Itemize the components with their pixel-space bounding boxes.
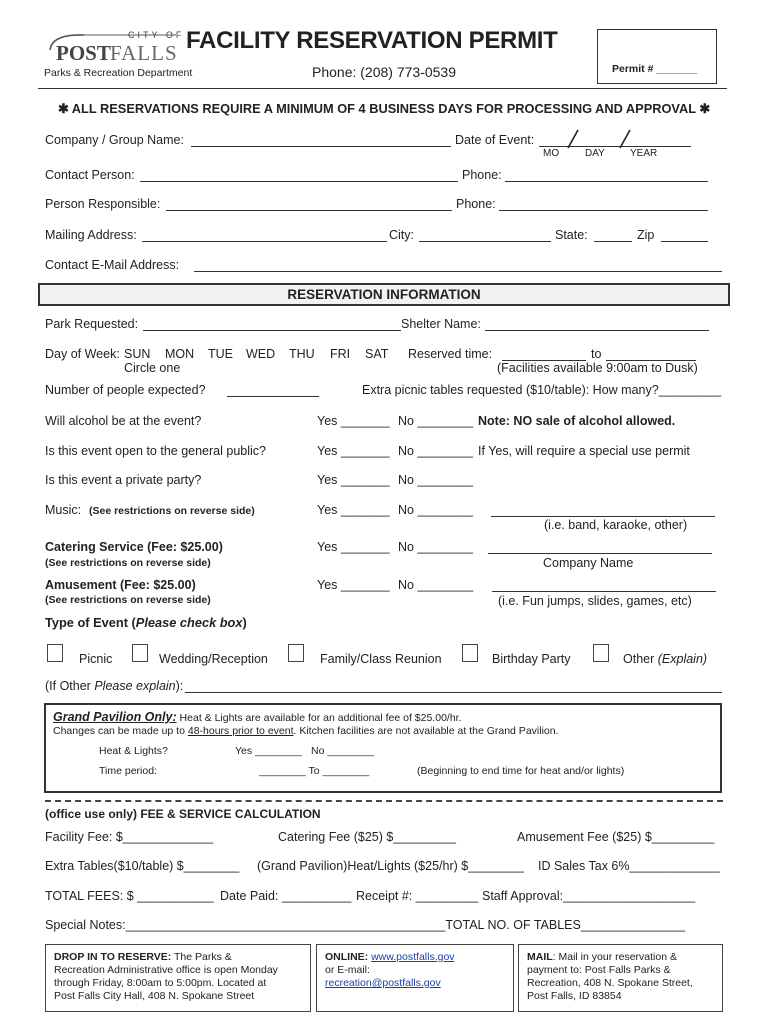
pavilion-heat-question: Heat & Lights? — [99, 745, 168, 757]
total-fees[interactable]: TOTAL FEES: $ ___________ — [45, 889, 214, 903]
date-mo: MO — [543, 148, 560, 159]
fee-section-title: (office use only) FEE & SERVICE CALCULATION — [45, 807, 321, 821]
date-slash-icon — [560, 128, 640, 150]
alcohol-no[interactable]: No ________ — [398, 414, 474, 428]
mail-line1 — [527, 951, 714, 964]
day-option-fri[interactable]: FRI — [330, 347, 351, 361]
logo-city-of: CITY OF — [128, 30, 185, 40]
catering-company-field[interactable] — [488, 553, 712, 554]
facilities-hours-note: (Facilities available 9:00am to Dusk) — [497, 361, 698, 375]
city-label: City: — [389, 228, 414, 242]
logo-post: POST — [56, 41, 111, 65]
logo-falls: FALLS — [110, 41, 178, 65]
staff-approval[interactable]: Staff Approval:___________________ — [482, 889, 696, 903]
amusement-fee[interactable]: Amusement Fee ($25) $_________ — [517, 830, 715, 844]
other-label — [623, 652, 707, 666]
catering-question: Catering Service (Fee: $25.00) — [45, 540, 223, 554]
mail-box — [518, 944, 723, 1012]
company-field[interactable] — [191, 146, 451, 147]
drop-in-box — [45, 944, 311, 1012]
heat-lights-fee[interactable]: (Grand Pavilion)Heat/Lights ($25/hr) $________ — [257, 859, 524, 873]
private-no[interactable]: No ________ — [398, 473, 474, 487]
extra-tables-fee[interactable]: Extra Tables($10/table) $________ — [45, 859, 240, 873]
circle-one-hint: Circle one — [124, 361, 181, 375]
pavilion-changes-b: . Kitchen facilities are not available at the Grand Pavilion. — [293, 725, 559, 737]
other-label-em: (Explain) — [657, 652, 708, 666]
public-question: Is this event open to the general public? — [45, 444, 266, 458]
pavilion-changes-a: Changes can be made up to — [53, 725, 188, 737]
online-or: or E-mail: — [325, 964, 370, 976]
amusement-restrictions: (See restrictions on reverse side) — [45, 594, 211, 606]
event-type-title-a: Type of Event ( — [45, 615, 136, 630]
private-question: Is this event a private party? — [45, 473, 202, 487]
drop-in-title: DROP IN TO RESERVE: — [54, 951, 172, 963]
permit-number-label: Permit # _______ — [612, 63, 698, 75]
reunion-checkbox[interactable] — [288, 644, 304, 662]
website-link[interactable]: www.postfalls.gov — [371, 951, 455, 963]
event-type-title-em: Please check box — [135, 615, 243, 630]
private-yes[interactable]: Yes _______ — [317, 473, 390, 487]
other-explain-em: Please explain — [94, 679, 176, 693]
mail-title: MAIL — [527, 951, 553, 963]
birthday-checkbox[interactable] — [462, 644, 478, 662]
park-field[interactable] — [143, 330, 401, 331]
alcohol-note: Note: NO sale of alcohol allowed. — [478, 414, 676, 428]
other-explain-a: (If Other — [45, 679, 95, 693]
mailing-address-field[interactable] — [142, 241, 387, 242]
email-field[interactable] — [194, 271, 722, 272]
online-box — [316, 944, 514, 1012]
fee-dashed-rule — [45, 800, 723, 802]
drop-in-line1 — [54, 951, 302, 964]
event-type-title-b: ) — [242, 615, 247, 630]
other-explain-b: ): — [175, 679, 184, 693]
drop-in-line4: Post Falls City Hall, 408 N. Spokane Street — [54, 990, 255, 1002]
catering-no[interactable]: No ________ — [398, 540, 474, 554]
catering-fee[interactable]: Catering Fee ($25) $_________ — [278, 830, 456, 844]
reunion-label: Family/Class Reunion — [320, 652, 442, 666]
amusement-yes[interactable]: Yes _______ — [317, 578, 390, 592]
drop-in-line3: through Friday, 8:00am to 5:00pm. Located at — [54, 977, 267, 989]
extra-tables-label[interactable]: Extra picnic tables requested ($10/table): How many?_________ — [362, 383, 722, 397]
alcohol-question: Will alcohol be at the event? — [45, 414, 202, 428]
amusement-hint: (i.e. Fun jumps, slides, games, etc) — [498, 594, 692, 608]
music-yes[interactable]: Yes _______ — [317, 503, 390, 517]
other-checkbox[interactable] — [593, 644, 609, 662]
date-day: DAY — [585, 148, 605, 159]
state-label: State: — [555, 228, 588, 242]
people-expected-label: Number of people expected? — [45, 383, 206, 397]
pavilion-title: Grand Pavilion Only: — [53, 710, 177, 724]
birthday-label: Birthday Party — [492, 652, 571, 666]
picnic-label: Picnic — [79, 652, 113, 666]
company-label: Company / Group Name: — [45, 133, 184, 147]
day-of-week-label: Day of Week: — [45, 347, 120, 361]
day-option-wed[interactable]: WED — [246, 347, 276, 361]
event-type-title — [45, 615, 247, 630]
mail-line4: Post Falls, ID 83854 — [527, 990, 622, 1002]
email-link[interactable]: recreation@postfalls.gov — [325, 977, 441, 989]
sales-tax-fee[interactable]: ID Sales Tax 6%_____________ — [538, 859, 720, 873]
department-name: Parks & Recreation Department — [44, 67, 193, 79]
city-logo — [44, 28, 185, 68]
day-option-tue[interactable]: TUE — [208, 347, 233, 361]
picnic-checkbox[interactable] — [47, 644, 63, 662]
pavilion-time-note: (Beginning to end time for heat and/or lights) — [417, 765, 625, 777]
responsible-phone-field[interactable] — [499, 210, 708, 211]
processing-notice: ✱ ALL RESERVATIONS REQUIRE A MINIMUM OF 4 BUSINESS DAYS FOR PROCESSING AND APPROVAL ✱ — [58, 101, 711, 116]
receipt-number[interactable]: Receipt #: _________ — [356, 889, 479, 903]
reserved-time-label: Reserved time: — [408, 347, 493, 361]
contact-person-field[interactable] — [140, 181, 458, 182]
form-title: FACILITY RESERVATION PERMIT — [186, 27, 558, 54]
day-option-thu[interactable]: THU — [289, 347, 315, 361]
mail-line2: payment to: Post Falls Parks & — [527, 964, 671, 976]
shelter-label: Shelter Name: — [401, 317, 481, 331]
other-label-text: Other — [623, 652, 658, 666]
zip-label: Zip — [637, 228, 655, 242]
date-paid[interactable]: Date Paid: __________ — [220, 889, 352, 903]
drop-in-line2: Recreation Administrative office is open Monday — [54, 964, 278, 976]
online-line1 — [325, 951, 505, 964]
alcohol-yes[interactable]: Yes _______ — [317, 414, 390, 428]
park-label: Park Requested: — [45, 317, 139, 331]
state-field[interactable] — [594, 241, 632, 242]
wedding-label: Wedding/Reception — [159, 652, 268, 666]
amusement-no[interactable]: No ________ — [398, 578, 474, 592]
public-yes[interactable]: Yes _______ — [317, 444, 390, 458]
pavilion-heat-note: Heat & Lights are available for an additional fee of $25.00/hr. — [176, 712, 462, 724]
amusement-question: Amusement (Fee: $25.00) — [45, 578, 196, 592]
catering-yes[interactable]: Yes _______ — [317, 540, 390, 554]
pavilion-time-label: Time period: — [99, 765, 157, 777]
music-no[interactable]: No ________ — [398, 503, 474, 517]
music-question: Music: — [45, 503, 82, 517]
person-responsible-label: Person Responsible: — [45, 197, 161, 211]
online-title: ONLINE: — [325, 951, 369, 963]
responsible-phone-label: Phone: — [456, 197, 496, 211]
amusement-type-field[interactable] — [492, 591, 716, 592]
permit-number-box[interactable] — [597, 29, 717, 84]
mailing-address-label: Mailing Address: — [45, 228, 137, 242]
day-option-sun[interactable]: SUN — [124, 347, 151, 361]
mail-line3: Recreation, 408 N. Spokane Street, — [527, 977, 693, 989]
day-option-sat[interactable]: SAT — [365, 347, 389, 361]
public-no[interactable]: No ________ — [398, 444, 474, 458]
other-explain-label — [45, 679, 183, 693]
music-restrictions: (See restrictions on reverse side) — [89, 505, 255, 517]
pavilion-changes-u: 48-hours prior to event — [187, 725, 294, 737]
day-option-mon[interactable]: MON — [165, 347, 195, 361]
person-responsible-field[interactable] — [166, 210, 452, 211]
header-phone: Phone: (208) 773-0539 — [312, 64, 456, 80]
reserved-time-to: to — [591, 347, 602, 361]
facility-fee[interactable]: Facility Fee: $_____________ — [45, 830, 214, 844]
header-rule — [38, 88, 727, 89]
special-notes[interactable]: Special Notes:______________________________________________TOTAL NO. OF TABLES_______________ — [45, 918, 686, 932]
public-note: If Yes, will require a special use permit — [478, 444, 690, 458]
pavilion-line1 — [53, 710, 462, 724]
city-field[interactable] — [419, 241, 551, 242]
mail-text1: : Mail in your reservation & — [552, 951, 677, 963]
other-explain-field[interactable] — [185, 692, 722, 693]
catering-restrictions: (See restrictions on reverse side) — [45, 557, 211, 569]
contact-phone-field[interactable] — [505, 181, 708, 182]
pavilion-heat-no[interactable]: No ________ — [311, 745, 375, 757]
people-expected-field[interactable] — [227, 396, 319, 397]
pavilion-line2 — [53, 725, 559, 737]
music-hint: (i.e. band, karaoke, other) — [544, 518, 688, 532]
reservation-section-header: RESERVATION INFORMATION — [38, 283, 730, 306]
music-type-field[interactable] — [491, 516, 715, 517]
date-year: YEAR — [630, 148, 658, 159]
pavilion-heat-yes[interactable]: Yes ________ — [235, 745, 302, 757]
email-label: Contact E-Mail Address: — [45, 258, 180, 272]
event-date-label: Date of Event: — [455, 133, 535, 147]
contact-person-label: Contact Person: — [45, 168, 135, 182]
wedding-checkbox[interactable] — [132, 644, 148, 662]
zip-field[interactable] — [661, 241, 708, 242]
drop-in-text1: The Parks & — [171, 951, 232, 963]
shelter-field[interactable] — [485, 330, 709, 331]
contact-phone-label: Phone: — [462, 168, 502, 182]
online-email-line — [325, 977, 505, 990]
pavilion-time-field[interactable]: ________ To ________ — [259, 765, 370, 777]
catering-hint: Company Name — [543, 556, 634, 570]
